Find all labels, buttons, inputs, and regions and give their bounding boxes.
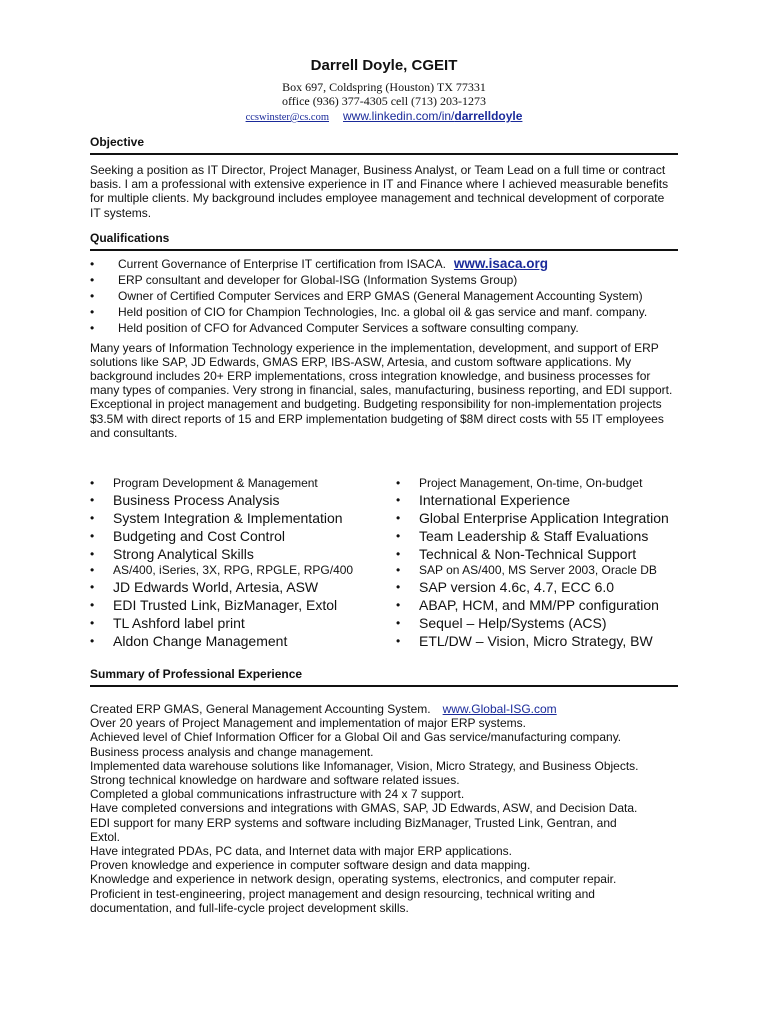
skill-text: Technical & Non-Technical Support xyxy=(419,546,637,562)
email-link[interactable]: ccswinster@cs.com xyxy=(245,112,330,123)
skills-right-column xyxy=(396,476,696,650)
contact-links xyxy=(0,108,768,126)
skill-text: Aldon Change Management xyxy=(113,633,288,649)
list-item xyxy=(90,578,390,596)
skill-text: Program Development & Management xyxy=(113,476,318,490)
list-item xyxy=(396,596,696,614)
skill-text: ABAP, HCM, and MM/PP configuration xyxy=(419,597,659,613)
list-item xyxy=(90,632,390,650)
bullet-icon: • xyxy=(90,289,95,303)
list-item xyxy=(90,596,390,614)
qualification-text: ERP consultant and developer for Global-ISG (Information Systems Group) xyxy=(118,273,518,287)
experience-line: Have completed conversions and integrations with GMAS, SAP, JD Edwards, ASW, and Decision Data. xyxy=(90,801,638,816)
experience-line: Completed a global communications infrastructure with 24 x 7 support. xyxy=(90,787,465,802)
bullet-icon: • xyxy=(90,321,95,335)
list-item xyxy=(90,563,390,578)
list-item xyxy=(396,509,696,527)
list-item xyxy=(90,289,678,304)
skill-text: SAP version 4.6c, 4.7, ECC 6.0 xyxy=(419,579,615,595)
linkedin-link[interactable] xyxy=(343,109,522,123)
experience-line: EDI support for many ERP systems and software including BizManager, Trusted Link, Gentran, and xyxy=(90,815,617,830)
list-item xyxy=(90,273,678,288)
list-item xyxy=(396,545,696,563)
experience-list xyxy=(90,702,678,915)
bullet-icon: • xyxy=(90,580,95,594)
qualification-text: Current Governance of Enterprise IT certification from ISACA. xyxy=(118,257,446,271)
bullet-icon: • xyxy=(396,598,401,612)
list-item xyxy=(396,476,696,491)
skill-text: Business Process Analysis xyxy=(113,492,280,508)
list-item xyxy=(396,491,696,509)
experience-line: Strong technical knowledge on hardware and software related issues. xyxy=(90,773,460,788)
experience-line: Implemented data warehouse solutions like Infomanager, Vision, Micro Strategy, and Business Objects. xyxy=(90,758,639,773)
list-item xyxy=(396,614,696,632)
objective-heading: Objective xyxy=(90,135,678,155)
list-item xyxy=(396,632,696,650)
skills-left-column xyxy=(90,476,390,650)
isaca-link[interactable]: www.isaca.org xyxy=(453,256,548,271)
bullet-icon: • xyxy=(90,547,95,561)
bullet-icon: • xyxy=(90,476,95,490)
list-item xyxy=(90,527,390,545)
list-item xyxy=(90,305,678,320)
skill-text: Sequel – Help/Systems (ACS) xyxy=(419,615,607,631)
experience-line: Proficient in test-engineering, project management and design resourcing, technical writing and xyxy=(90,886,595,901)
qualifications-summary: Many years of Information Technology experience in the implementation, development, and support of ERP solutions like SAP, JD Edwards, GMAS ERP, IBS-ASW, Artesia, and custom software applications. My background includes 20+ ERP implementations, cross integration knowledge, and business processes for many types of companies. Very strong in financial, sales, manufacturing, business reporting, and EDI support. Exceptional in project management and budgeting. Budgeting responsibility for non-implementation projects $3.5M with direct reports of 15 and ERP implementation budgeting of $8M direct costs with 55 IT employees and consultants. xyxy=(90,340,673,440)
bullet-icon: • xyxy=(90,529,95,543)
bullet-icon: • xyxy=(396,563,401,577)
skill-text: Global Enterprise Application Integration xyxy=(419,510,669,526)
bullet-icon: • xyxy=(396,493,401,507)
skill-text: EDI Trusted Link, BizManager, Extol xyxy=(113,597,338,613)
bullet-icon: • xyxy=(90,563,95,577)
bullet-icon: • xyxy=(396,616,401,630)
skill-text: Project Management, On-time, On-budget xyxy=(419,476,643,490)
bullet-icon: • xyxy=(396,476,401,490)
experience-line: Business process analysis and change management. xyxy=(90,744,374,759)
list-item xyxy=(90,491,390,509)
skill-text: International Experience xyxy=(419,492,570,508)
skill-text: SAP on AS/400, MS Server 2003, Oracle DB xyxy=(419,563,657,577)
bullet-icon: • xyxy=(396,634,401,648)
qualifications-list xyxy=(90,257,678,336)
skill-text: Team Leadership & Staff Evaluations xyxy=(419,528,649,544)
mailing-address: Box 697, Coldspring (Houston) TX 77331 xyxy=(282,80,486,94)
linkedin-handle: darrelldoyle xyxy=(454,109,523,123)
bullet-icon: • xyxy=(90,511,95,525)
skill-text: ETL/DW – Vision, Micro Strategy, BW xyxy=(419,633,653,649)
phone-numbers: office (936) 377-4305 cell (713) 203-1273 xyxy=(281,94,487,108)
skill-text: Budgeting and Cost Control xyxy=(113,528,285,544)
experience-heading: Summary of Professional Experience xyxy=(90,667,678,687)
experience-line: Knowledge and experience in network design, operating systems, electronics, and computer repair. xyxy=(90,872,617,887)
bullet-icon: • xyxy=(90,634,95,648)
bullet-icon: • xyxy=(396,511,401,525)
qualifications-section xyxy=(90,231,678,440)
list-item xyxy=(396,563,696,578)
list-item xyxy=(396,527,696,545)
bullet-icon: • xyxy=(90,598,95,612)
experience-line: Have integrated PDAs, PC data, and Internet data with major ERP applications. xyxy=(90,844,513,859)
experience-line: Over 20 years of Project Management and implementation of major ERP systems. xyxy=(90,716,526,731)
list-item xyxy=(396,578,696,596)
bullet-icon: • xyxy=(90,493,95,507)
linkedin-prefix: www.linkedin.com/in/ xyxy=(343,109,455,123)
list-item xyxy=(90,545,390,563)
resume-header xyxy=(0,56,768,126)
qualification-text: Held position of CFO for Advanced Computer Services a software consulting company. xyxy=(118,321,579,335)
experience-line: documentation, and full-life-cycle project development skills. xyxy=(90,900,409,915)
objective-section xyxy=(90,135,678,220)
experience-line: Proven knowledge and experience in computer software design and data mapping. xyxy=(90,858,531,873)
qualification-text: Owner of Certified Computer Services and ERP GMAS (General Management Accounting System) xyxy=(118,289,643,303)
candidate-name: Darrell Doyle, CGEIT xyxy=(310,57,458,74)
qualification-text: Held position of CIO for Champion Technologies, Inc. a global oil & gas service and manf. company. xyxy=(118,305,648,319)
bullet-icon: • xyxy=(90,305,95,319)
experience-line xyxy=(90,702,678,716)
list-item xyxy=(90,321,678,336)
list-item xyxy=(90,476,390,491)
objective-text: Seeking a position as IT Director, Project Manager, Business Analyst, or Team Lead on a full time or contract basis. I am a professional with extensive experience in IT and Finance where I achieved measurable benefits for multiple clients. My background includes employee management and technical development of corporate IT systems. xyxy=(90,163,669,220)
experience-line: Achieved level of Chief Information Officer for a Global Oil and Gas service/manufacturing company. xyxy=(90,730,622,745)
skill-text: System Integration & Implementation xyxy=(113,510,343,526)
bullet-icon: • xyxy=(396,580,401,594)
list-item xyxy=(90,509,390,527)
experience-section xyxy=(90,667,678,915)
bullet-icon: • xyxy=(90,616,95,630)
bullet-icon: • xyxy=(396,547,401,561)
bullet-icon: • xyxy=(90,257,95,271)
skill-text: JD Edwards World, Artesia, ASW xyxy=(113,579,319,595)
bullet-icon: • xyxy=(90,273,95,287)
experience-line: Extol. xyxy=(90,829,121,844)
list-item xyxy=(90,257,678,272)
skill-text: AS/400, iSeries, 3X, RPG, RPGLE, RPG/400 xyxy=(113,563,354,577)
skill-text: TL Ashford label print xyxy=(113,615,245,631)
experience-text: Created ERP GMAS, General Management Accounting System. xyxy=(90,702,431,716)
list-item xyxy=(90,614,390,632)
qualifications-heading: Qualifications xyxy=(90,231,678,251)
global-isg-link[interactable]: www.Global-ISG.com xyxy=(442,702,557,716)
bullet-icon: • xyxy=(396,529,401,543)
skill-text: Strong Analytical Skills xyxy=(113,546,254,562)
